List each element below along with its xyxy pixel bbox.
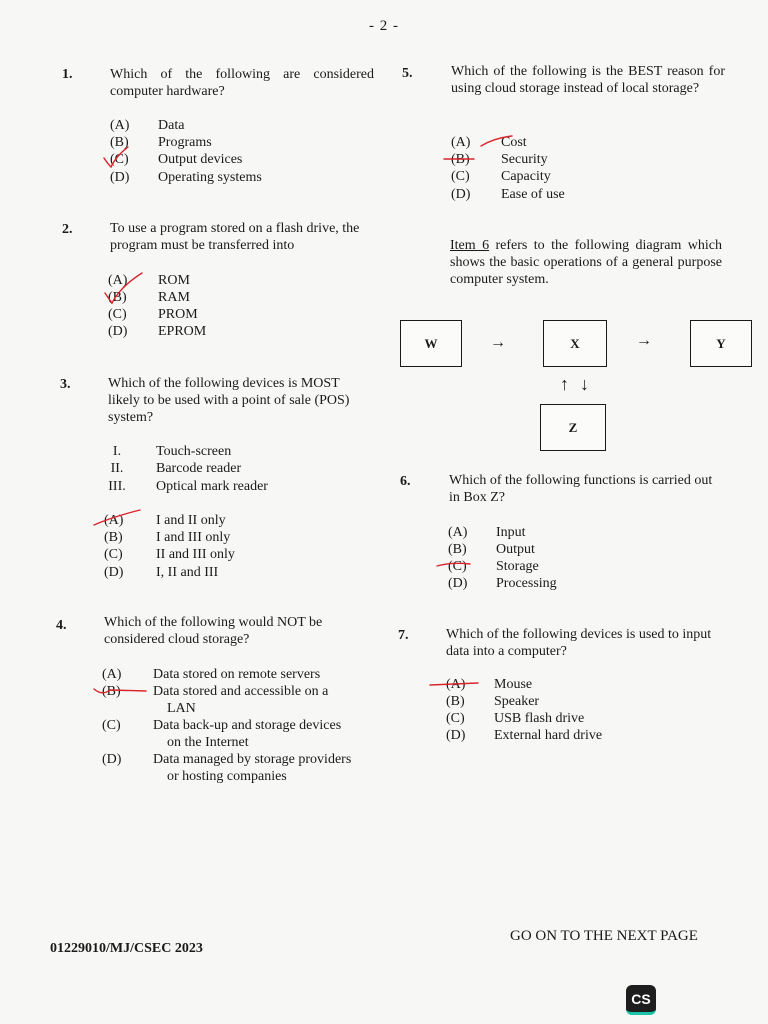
option-row xyxy=(446,693,540,710)
option-row xyxy=(110,134,212,151)
option-row xyxy=(448,541,535,558)
option-letter: (A) xyxy=(108,273,128,288)
option-row xyxy=(102,751,352,768)
question-stem: Which of the following devices is MOST likely to be used with a point of sale (POS) system? xyxy=(108,376,350,425)
question-stem: Which of the following devices is used to input data into a computer? xyxy=(446,627,712,659)
arrow-right-icon: → xyxy=(636,332,652,349)
option-text: Data stored and accessible on a xyxy=(153,684,329,699)
roman-row xyxy=(102,478,268,495)
question-stem: Which of the following are considered computer hardware? xyxy=(110,67,374,99)
option-row xyxy=(102,666,321,683)
option-letter: (C) xyxy=(104,547,123,562)
option-letter: (B) xyxy=(446,694,465,709)
option-row xyxy=(108,289,190,306)
question-number: 3. xyxy=(60,377,71,392)
option-row xyxy=(104,512,226,529)
option-letter: (A) xyxy=(451,135,471,150)
option-text: ROM xyxy=(158,273,190,288)
option-text: External hard drive xyxy=(494,728,603,743)
option-text: I and III only xyxy=(156,530,231,545)
option-text: I and II only xyxy=(156,513,226,528)
option-text: Output devices xyxy=(158,152,243,167)
option-row xyxy=(110,117,185,134)
option-row xyxy=(448,558,539,575)
item6-intro-text: refers to the following diagram which shows the basic operations of a general purpose computer system. xyxy=(450,238,722,287)
option-text: Ease of use xyxy=(501,187,565,202)
item6-intro xyxy=(450,237,722,288)
option-row xyxy=(446,710,585,727)
option-text: Storage xyxy=(496,559,539,574)
page-number: - 2 - xyxy=(369,18,399,34)
option-row xyxy=(104,564,219,581)
option-letter: (D) xyxy=(446,728,466,743)
option-row xyxy=(448,575,557,592)
diagram-box-z: Z xyxy=(540,404,606,451)
option-text: Data stored on remote servers xyxy=(153,667,321,682)
roman-text: Optical mark reader xyxy=(156,479,268,494)
option-letter: (C) xyxy=(108,307,127,322)
option-letter: (B) xyxy=(448,542,467,557)
option-row xyxy=(446,727,603,744)
option-row xyxy=(104,529,231,546)
option-text: Security xyxy=(501,152,548,167)
option-letter: (A) xyxy=(448,525,468,540)
option-letter: (B) xyxy=(108,290,127,305)
question-number: 7. xyxy=(398,628,409,643)
camscanner-logo: CS xyxy=(626,985,656,1015)
option-letter: (C) xyxy=(110,152,129,167)
option-text: I, II and III xyxy=(156,565,219,580)
option-letter: (A) xyxy=(104,513,124,528)
question-number: 6. xyxy=(400,474,411,489)
next-page-note: GO ON TO THE NEXT PAGE xyxy=(510,928,698,944)
option-row xyxy=(108,323,207,340)
option-letter: (B) xyxy=(104,530,123,545)
option-text: EPROM xyxy=(158,324,207,339)
option-letter: (C) xyxy=(446,711,465,726)
roman-text: Barcode reader xyxy=(156,461,242,476)
diagram-box-x: X xyxy=(543,320,607,367)
roman-row xyxy=(102,460,242,477)
option-letter: (D) xyxy=(110,170,130,185)
arrow-right-icon: → xyxy=(490,334,506,351)
option-letter: (C) xyxy=(448,559,467,574)
roman-row xyxy=(102,443,232,460)
option-text: Capacity xyxy=(501,169,551,184)
option-text: RAM xyxy=(158,290,190,305)
diagram-box-w: W xyxy=(400,320,462,367)
option-row xyxy=(102,717,342,734)
question-stem: Which of the following functions is carried out in Box Z? xyxy=(449,473,713,505)
option-letter: (C) xyxy=(451,169,470,184)
question-number: 5. xyxy=(402,66,413,81)
option-text: Mouse xyxy=(494,677,533,692)
item6-reference: Item 6 xyxy=(450,238,490,253)
option-text-continued: on the Internet xyxy=(167,735,249,750)
option-letter: (D) xyxy=(104,565,124,580)
option-row xyxy=(446,676,533,693)
option-row xyxy=(451,168,551,185)
option-letter: (C) xyxy=(102,718,121,733)
option-row xyxy=(108,272,190,289)
option-row xyxy=(448,524,526,541)
option-row xyxy=(104,546,235,563)
option-letter: (A) xyxy=(446,677,466,692)
option-text: USB flash drive xyxy=(494,711,585,726)
option-text: Speaker xyxy=(494,694,540,709)
option-letter: (D) xyxy=(451,187,471,202)
question-number: 4. xyxy=(56,618,67,633)
option-letter: (B) xyxy=(110,135,129,150)
option-letter: (A) xyxy=(110,118,130,133)
diagram-box-y: Y xyxy=(690,320,752,367)
roman-text: Touch-screen xyxy=(156,444,232,459)
option-letter: (A) xyxy=(102,667,122,682)
question-stem: Which of the following would NOT be considered cloud storage? xyxy=(104,615,323,647)
option-row xyxy=(451,186,565,203)
option-text: Data managed by storage providers xyxy=(153,752,352,767)
option-letter: (D) xyxy=(102,752,122,767)
option-letter: (D) xyxy=(448,576,468,591)
option-text: Cost xyxy=(501,135,527,150)
option-row xyxy=(102,683,329,700)
option-text: Data xyxy=(158,118,185,133)
option-row xyxy=(451,134,527,151)
option-text-continued: or hosting companies xyxy=(167,769,287,784)
option-text: Input xyxy=(496,525,526,540)
option-row xyxy=(108,306,198,323)
option-text-continued: LAN xyxy=(167,701,196,716)
option-text: Programs xyxy=(158,135,212,150)
question-number: 2. xyxy=(62,222,73,237)
question-stem: To use a program stored on a flash drive, the program must be transferred into xyxy=(110,221,360,253)
option-text: Operating systems xyxy=(158,170,262,185)
arrow-up-icon: ↑ xyxy=(560,374,569,394)
option-letter: (B) xyxy=(102,684,121,699)
option-text: Data back-up and storage devices xyxy=(153,718,342,733)
roman-numeral: II. xyxy=(110,461,124,476)
option-row xyxy=(110,151,243,168)
option-text: II and III only xyxy=(156,547,235,562)
option-letter: (D) xyxy=(108,324,128,339)
paper-code: 01229010/MJ/CSEC 2023 xyxy=(50,941,203,956)
option-text: Processing xyxy=(496,576,557,591)
question-stem: Which of the following is the BEST reason for using cloud storage instead of local storage? xyxy=(451,64,725,96)
option-text: Output xyxy=(496,542,535,557)
option-row xyxy=(110,169,262,186)
roman-numeral: III. xyxy=(108,479,126,494)
question-number: 1. xyxy=(62,67,73,82)
option-text: PROM xyxy=(158,307,198,322)
option-letter: (B) xyxy=(451,152,470,167)
option-row xyxy=(451,151,548,168)
arrow-down-icon: ↓ xyxy=(580,374,589,394)
roman-numeral: I. xyxy=(112,444,122,459)
